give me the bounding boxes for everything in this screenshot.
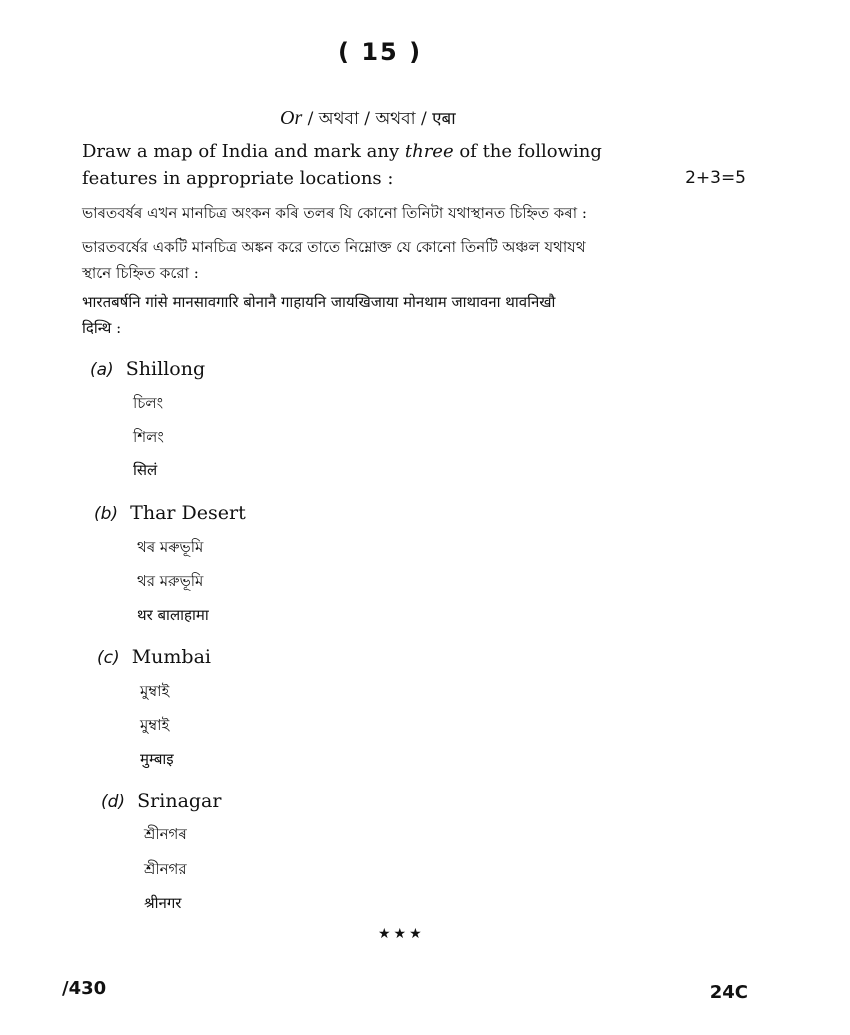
item-c (97, 646, 211, 668)
question-english-line-2: features in appropriate locations : (82, 168, 394, 189)
or-bodo: एबा (432, 109, 456, 129)
item-label: (d) (101, 792, 126, 812)
question-english-line-1 (82, 141, 602, 162)
question-bengali-line-2: স্থানে চিহ্নিত করো : (82, 264, 199, 282)
item-a-bodo: सिलं (133, 461, 158, 479)
or-sep-3: / (415, 109, 433, 129)
item-b-bodo: थर बालाहामा (137, 606, 209, 624)
item-label: (b) (94, 504, 119, 524)
item-label: (a) (90, 360, 114, 380)
item-c-bodo: मुम्बाइ (140, 750, 174, 768)
item-name: Mumbai (131, 646, 211, 668)
item-b-bengali: থর মরুভূমি (137, 572, 204, 590)
item-b-assamese: থৰ মৰুভূমি (137, 538, 204, 556)
or-line (280, 106, 456, 134)
footer-code-left: /430 (62, 978, 107, 999)
question-emphasis: three (404, 141, 454, 162)
or-assamese: অথবা (318, 109, 359, 129)
item-c-assamese: মুম্বাই (140, 682, 170, 700)
question-bodo-line-1: भारतबर्षनि गांसे मानसावगारि बोनानै गाहायनि जायखिजाया मोनथाम जाथावना थावनिखौ (82, 293, 556, 311)
question-marks: 2+3=5 (685, 168, 746, 188)
or-sep-1: / (302, 109, 319, 129)
item-a-assamese: চিলং (133, 394, 164, 412)
item-name: Shillong (125, 358, 206, 380)
question-text-part: of the following (453, 141, 602, 162)
item-a-bengali: শিলং (133, 428, 164, 446)
or-bengali: অথবা (375, 109, 416, 129)
end-mark: ★★★ (378, 926, 425, 942)
item-d-assamese: শ্ৰীনগৰ (144, 825, 187, 843)
item-name: Thar Desert (130, 502, 246, 524)
item-d (101, 790, 221, 812)
item-b (94, 502, 246, 524)
footer-code-right: 24C (709, 982, 748, 1003)
item-a (90, 358, 205, 380)
item-label: (c) (97, 648, 120, 668)
item-d-bengali: শ্রীনগর (144, 860, 187, 878)
or-sep-2: / (358, 109, 376, 129)
question-text-part: Draw a map of India and mark any (82, 141, 405, 162)
question-bodo-line-2: दिन्थि : (82, 319, 122, 337)
page-number: ( 15 ) (338, 38, 423, 66)
question-bengali-line-1: ভারতবর্ষের একটি মানচিত্র অঙ্কন করে তাতে নিম্নোক্ত যে কোনো তিনটি অঞ্চল যথাযথ (82, 238, 586, 256)
item-c-bengali: মুম্বাই (140, 716, 170, 734)
question-assamese: ভাৰতবৰ্ষৰ এখন মানচিত্ৰ অংকন কৰি তলৰ যি কোনো তিনিটা যথাস্থানত চিহ্নিত কৰা : (82, 204, 587, 222)
item-name: Srinagar (137, 790, 222, 812)
item-d-bodo: श्रीनगर (144, 894, 182, 912)
or-english: Or (280, 107, 303, 129)
